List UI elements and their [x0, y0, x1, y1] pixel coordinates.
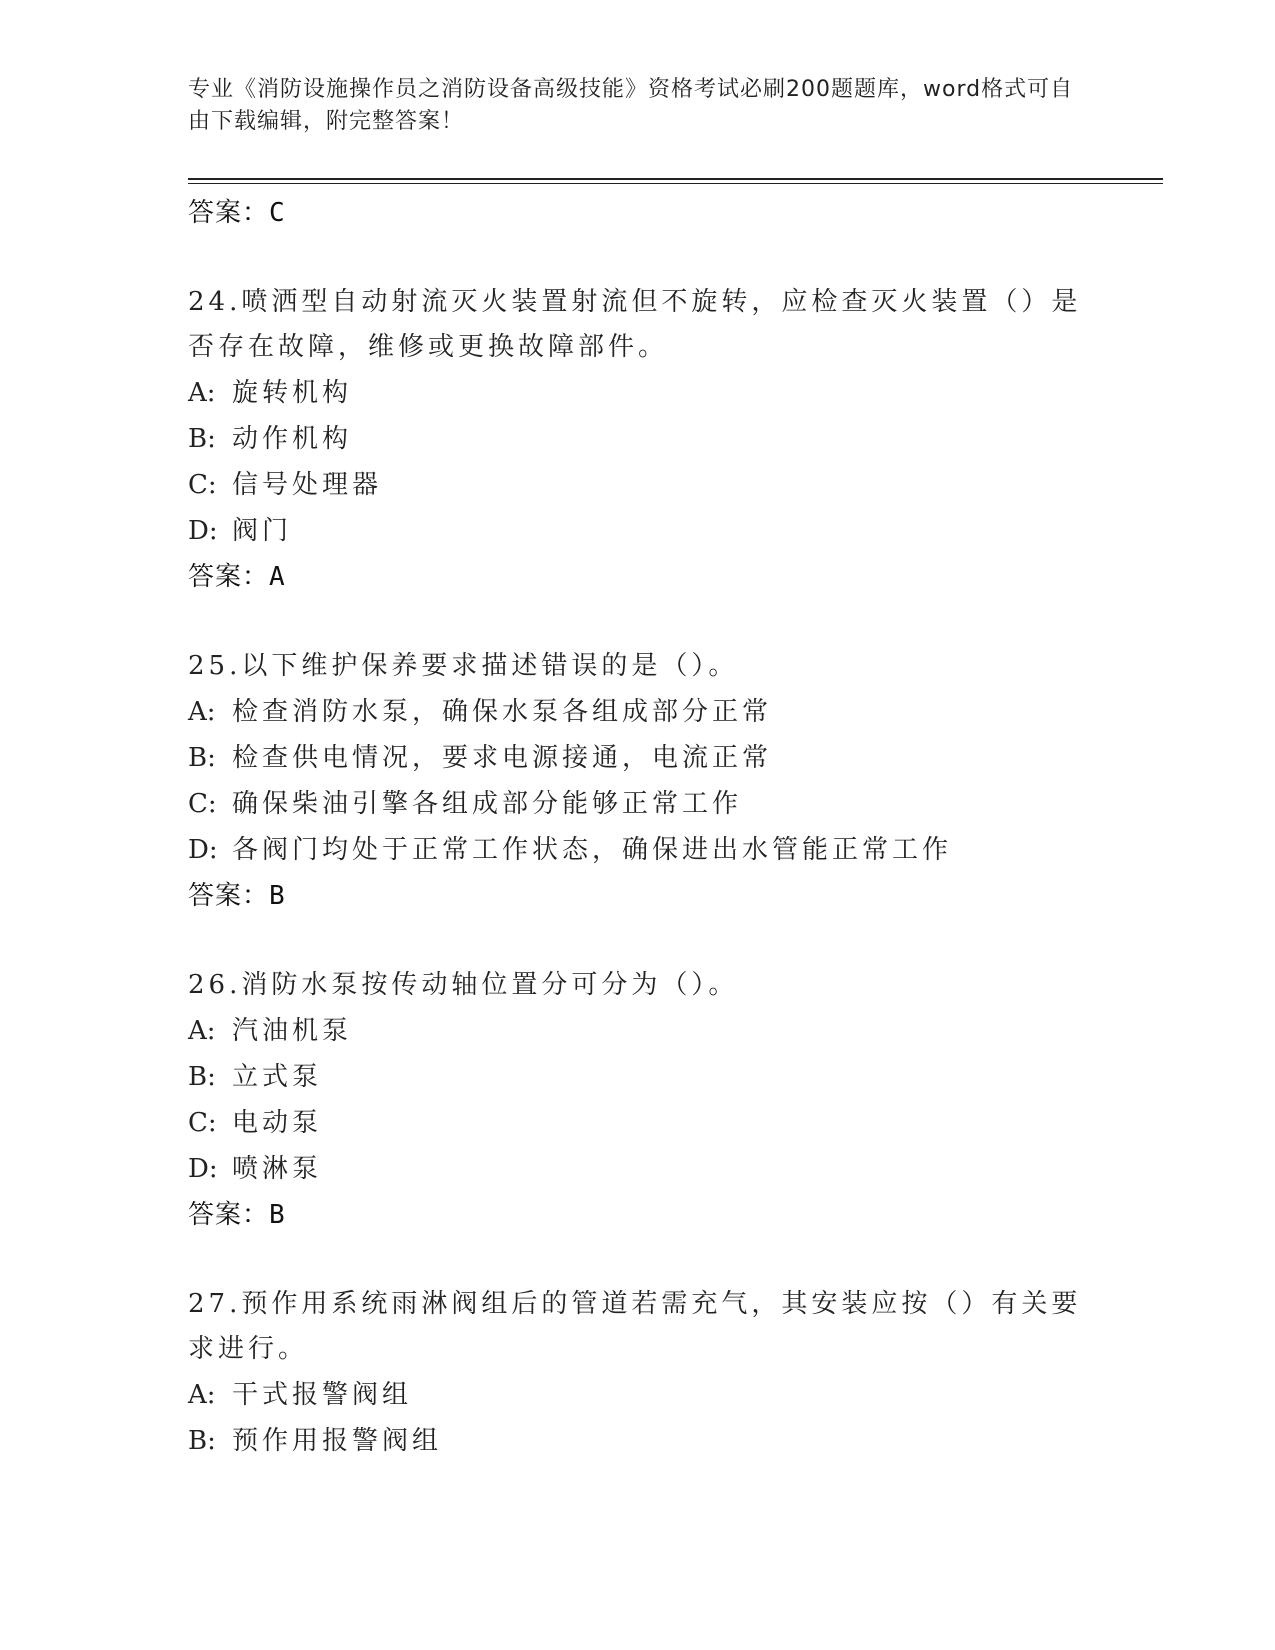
question-25 [188, 644, 1088, 919]
option-text: 预作用报警阀组 [232, 1426, 443, 1456]
answer-value: B [269, 881, 286, 911]
option-c [188, 781, 1088, 827]
document-header: 专业《消防设施操作员之消防设备高级技能》资格考试必刷200题题库，word格式可自由下载编辑，附完整答案！ [188, 77, 1074, 134]
option-text: 阀门 [232, 516, 293, 546]
option-letter: B: [188, 1426, 216, 1456]
option-b [188, 1054, 1088, 1100]
option-letter: A: [188, 1380, 216, 1410]
option-d [188, 1146, 1088, 1192]
option-c [188, 1100, 1088, 1146]
answer-label: 答案： [188, 881, 270, 911]
option-letter: C: [188, 470, 217, 500]
option-letter: D: [188, 1154, 218, 1184]
answer-label: 答案： [188, 562, 270, 592]
option-text: 电动泵 [232, 1108, 323, 1138]
option-a [188, 370, 1088, 416]
option-letter: B: [188, 1062, 216, 1092]
answer-line [188, 1192, 1088, 1238]
option-text: 旋转机构 [232, 378, 353, 408]
answer-label: 答案： [188, 1200, 270, 1230]
option-text: 检查消防水泵，确保水泵各组成部分正常 [232, 697, 773, 727]
option-letter: A: [188, 1016, 216, 1046]
question-text: 25.以下维护保养要求描述错误的是（）。 [188, 651, 739, 681]
question-27 [188, 1282, 1088, 1464]
option-text: 汽油机泵 [232, 1016, 353, 1046]
option-text: 动作机构 [232, 424, 353, 454]
option-letter: B: [188, 424, 216, 454]
option-c [188, 462, 1088, 508]
option-text: 信号处理器 [232, 470, 383, 500]
answer-line [188, 554, 1088, 600]
option-letter: C: [188, 789, 217, 819]
option-letter: C: [188, 1108, 217, 1138]
option-b [188, 416, 1088, 462]
answer-label: 答案： [188, 198, 270, 228]
question-text: 27.预作用系统雨淋阀组后的管道若需充气，其安装应按（）有关要求进行。 [188, 1289, 1082, 1364]
option-d [188, 508, 1088, 554]
option-letter: B: [188, 743, 216, 773]
question-text: 24.喷洒型自动射流灭火装置射流但不旋转，应检查灭火装置（）是否存在故障，维修或更换故障部件。 [188, 287, 1082, 362]
option-a [188, 689, 1088, 735]
option-a [188, 1008, 1088, 1054]
answer-value: A [269, 562, 286, 592]
question-list [188, 190, 1088, 1464]
option-text: 检查供电情况，要求电源接通，电流正常 [232, 743, 773, 773]
option-letter: A: [188, 697, 216, 727]
option-text: 各阀门均处于正常工作状态，确保进出水管能正常工作 [232, 835, 953, 865]
option-b [188, 1418, 1088, 1464]
option-d [188, 827, 1088, 873]
option-b [188, 735, 1088, 781]
answer-value: C [269, 198, 286, 228]
option-a [188, 1372, 1088, 1418]
question-text: 26.消防水泵按传动轴位置分可分为（）。 [188, 970, 739, 1000]
answer-line [188, 873, 1088, 919]
option-text: 喷淋泵 [232, 1154, 323, 1184]
question-24 [188, 280, 1088, 600]
answer-line [188, 190, 1088, 236]
option-letter: A: [188, 378, 216, 408]
question-26 [188, 963, 1088, 1238]
option-letter: D: [188, 516, 218, 546]
answer-value: B [269, 1200, 286, 1230]
option-text: 干式报警阀组 [232, 1380, 413, 1410]
option-letter: D: [188, 835, 218, 865]
option-text: 立式泵 [232, 1062, 323, 1092]
header-divider [188, 178, 1163, 184]
option-text: 确保柴油引擎各组成部分能够正常工作 [232, 789, 743, 819]
